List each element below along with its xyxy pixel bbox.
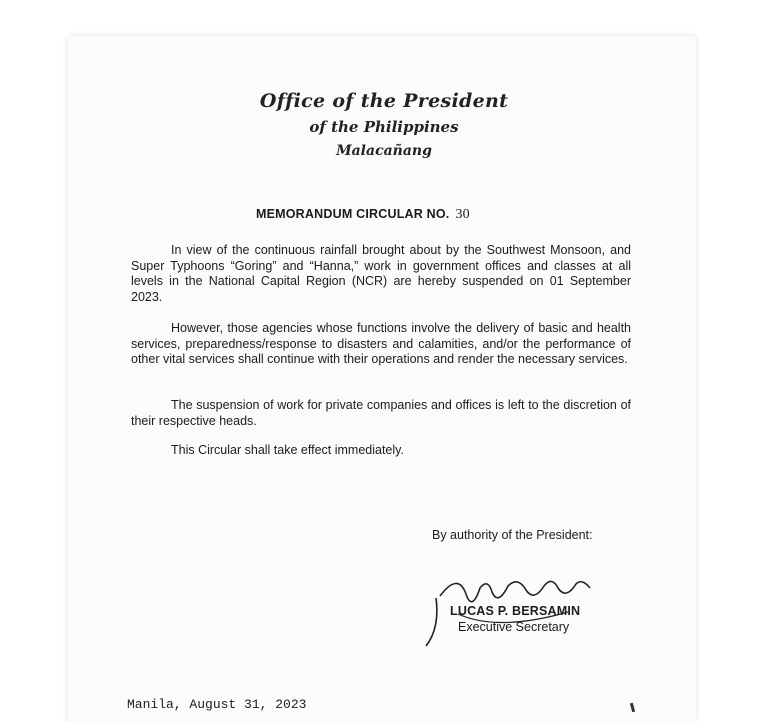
paragraph-suspension: In view of the continuous rainfall brought about by the Southwest Monsoon, and Super Typhoons “Goring” and “Hanna,” work in government offices and classes at all levels in the National Capital Region (NCR) are hereby suspended on 01 September 2023. [131, 243, 631, 304]
paragraph-exemptions: However, those agencies whose functions involve the delivery of basic and health services, preparedness/response to disasters and calamities, and/or the performance of other vital services shall continue with their operations and render the necessary services. [131, 321, 631, 366]
letterhead-office: Office of the President [259, 90, 509, 112]
letterhead-palace: Malacañang [336, 143, 432, 159]
memo-number: 30 [455, 207, 470, 222]
letterhead-country: of the Philippines [309, 118, 459, 136]
signatory-name: LUCAS P. BERSAMIN [450, 604, 581, 618]
paragraph-effectivity: This Circular shall take effect immediately. [171, 443, 404, 457]
authority-line: By authority of the President: [432, 528, 593, 542]
memo-title [256, 207, 470, 223]
signatory-position: Executive Secretary [458, 620, 570, 634]
memo-title-label: MEMORANDUM CIRCULAR NO. [256, 207, 450, 221]
place-and-date: Manila, August 31, 2023 [127, 697, 307, 712]
document-page [68, 36, 696, 722]
paragraph-private-sector: The suspension of work for private companies and offices is left to the discretion of their respective heads. [131, 398, 631, 428]
